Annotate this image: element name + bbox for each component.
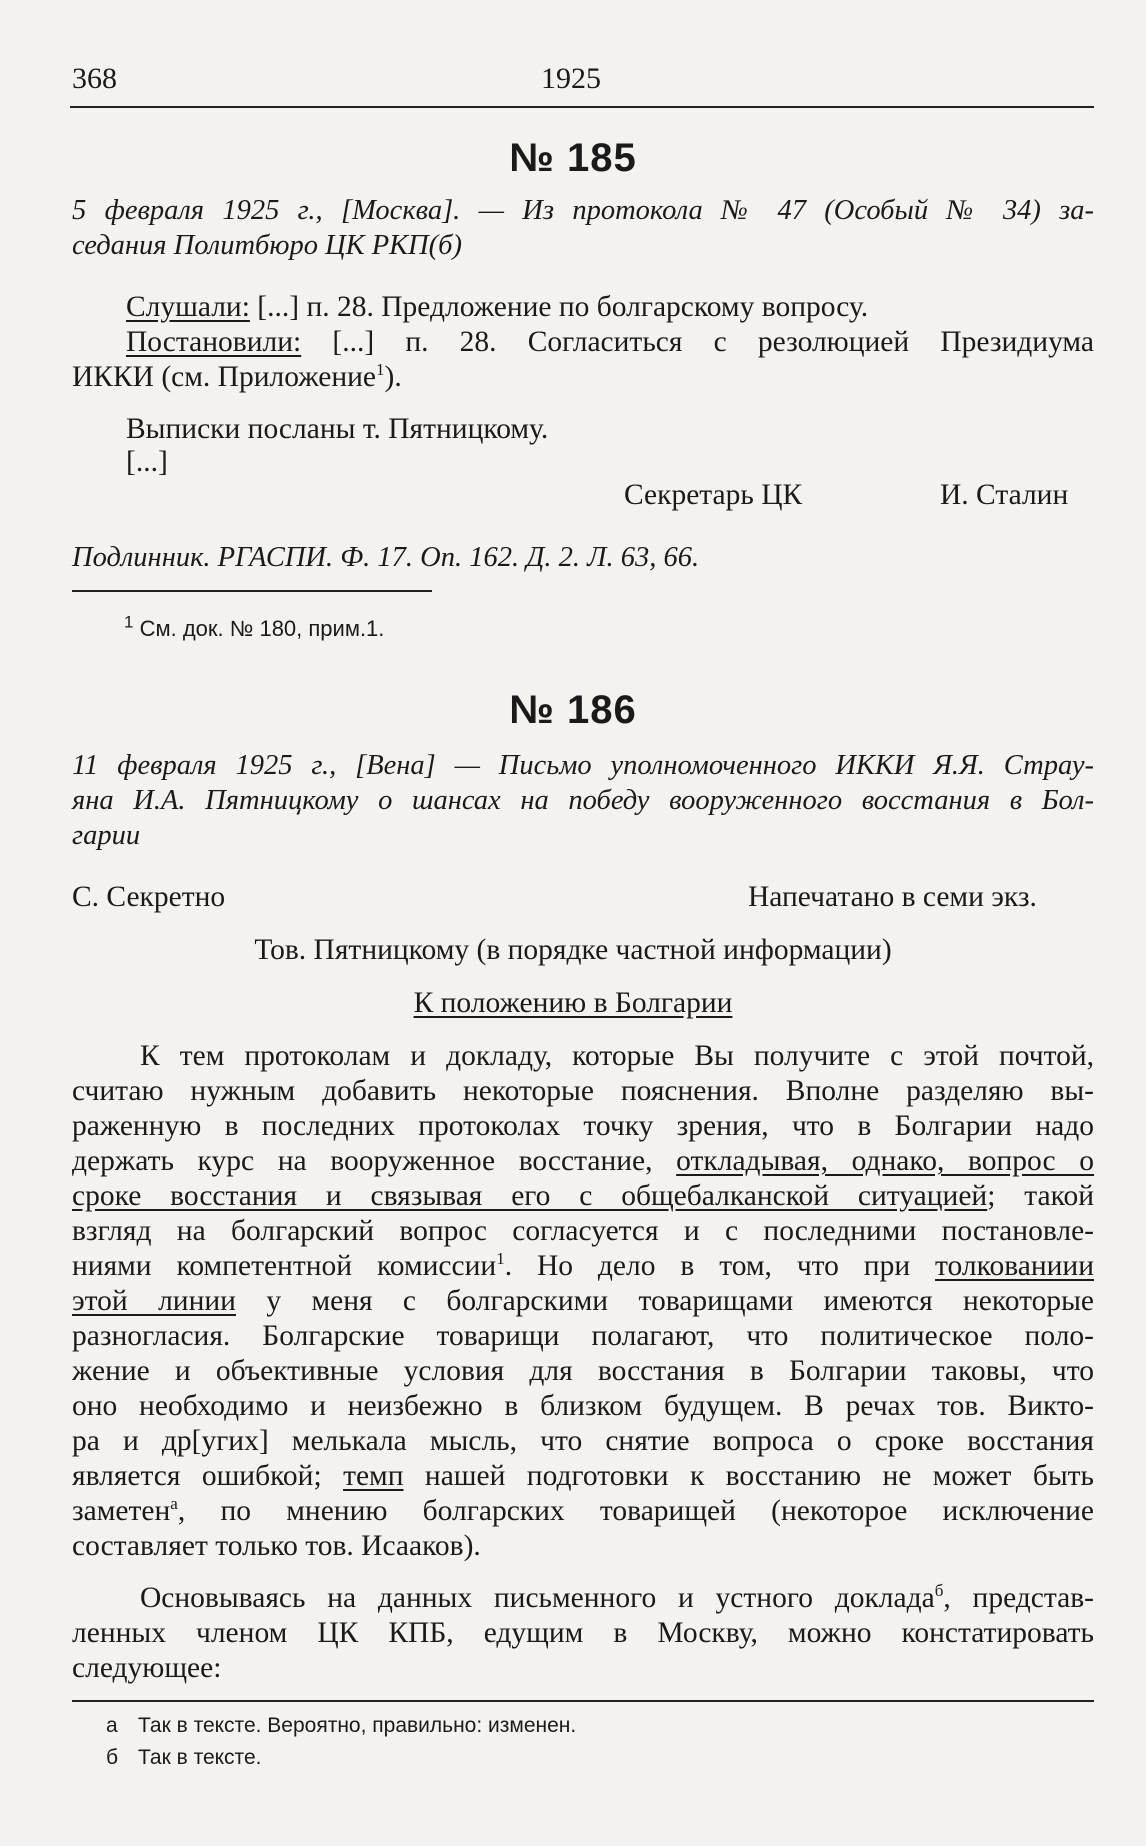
p1-line-10: жение и объективные условия для восстания в Болгарии таковы, что bbox=[72, 1355, 1094, 1387]
heard-text: [...] п. 28. Предложение по болгарскому вопросу. bbox=[249, 291, 869, 323]
p1-line-6: взгляд на болгарский вопрос согласуется и с последними постановле- bbox=[72, 1215, 1094, 1247]
doc-186-footnote-rule bbox=[72, 1700, 1094, 1702]
p2-line-3: следующее: bbox=[72, 1652, 222, 1684]
addressee: Тов. Пятницкому (в порядке частной информации) bbox=[254, 934, 892, 966]
signer-name: И. Сталин bbox=[940, 479, 1069, 511]
copies-note: Напечатано в семи экз. bbox=[748, 881, 1037, 913]
doc-186-title-line-1: 11 февраля 1925 г., [Вена] — Письмо уполномоченного ИККИ Я.Я. Страу- bbox=[72, 750, 1094, 781]
doc-186-title-line-3: гарии bbox=[72, 820, 141, 851]
resolved-text: [...] п. 28. Согласиться с резолюцией Президиума bbox=[301, 326, 1094, 358]
secrecy-label: С. Секретно bbox=[72, 881, 226, 913]
signer-title: Секретарь ЦК bbox=[624, 479, 803, 511]
p1-line-1: К тем протоколам и докладу, которые Вы получите с этой почтой, bbox=[140, 1040, 1094, 1072]
footnote-a-text: Так в тексте. Вероятно, правильно: изменен. bbox=[138, 1714, 577, 1737]
running-year: 1925 bbox=[541, 62, 601, 95]
ellipsis: [...] bbox=[126, 446, 168, 478]
footnote-ref: 1 bbox=[376, 360, 385, 380]
letter-heading: К положению в Болгарии bbox=[413, 987, 733, 1019]
doc-186-number: № 186 bbox=[509, 688, 637, 732]
doc-186-title-line-2: яна И.А. Пятницкому о шансах на победу вооруженного восстания в Бол- bbox=[72, 785, 1094, 816]
p2-line-1: Основываясь на данных письменного и устного доклада$^б$, представ- bbox=[140, 1581, 1094, 1614]
doc-185-footnote: $^1$ См. док. № 180, прим.1. bbox=[124, 612, 385, 641]
footnote-b-text: Так в тексте. bbox=[138, 1746, 262, 1769]
p2-line-2: ленных членом ЦК КПБ, едущим в Москву, можно констатировать bbox=[72, 1617, 1094, 1649]
p1-line-15: составляет только тов. Исааков). bbox=[72, 1530, 481, 1562]
p1-line-5: сроке восстания и связывая его с общебалканской ситуацией; такой bbox=[72, 1180, 1094, 1212]
resolved-line bbox=[126, 325, 1094, 360]
doc-185-number: № 185 bbox=[509, 136, 637, 180]
p1-line-4: держать курс на вооруженное восстание, откладывая, однако, вопрос о bbox=[72, 1145, 1095, 1177]
p1-line-12: ра и др[угих] мелькала мысль, что снятие вопроса о сроке восстания bbox=[72, 1425, 1094, 1457]
footnote-a-mark: а bbox=[106, 1714, 118, 1737]
doc-185-title-line-1: 5 февраля 1925 г., [Москва]. — Из протокола № 47 (Особый № 34) за- bbox=[72, 195, 1094, 226]
resolved-label: Постановили: bbox=[126, 326, 302, 358]
p1-line-14: заметен$^а$, по мнению болгарских товарищей (некоторое исключение bbox=[72, 1494, 1094, 1527]
doc-185-title-line-2: седания Политбюро ЦК РКП(б) bbox=[72, 230, 462, 261]
resolved-continuation: ИККИ (см. Приложение$^1$). bbox=[72, 360, 402, 393]
heard-line bbox=[126, 290, 868, 325]
p1-line-11: оно необходимо и неизбежно в близком будущем. В речах тов. Викто- bbox=[72, 1390, 1094, 1422]
page-number: 368 bbox=[72, 62, 117, 95]
p1-line-3: раженную в последних протоколах точку зрения, что в Болгарии надо bbox=[72, 1110, 1094, 1142]
header-rule bbox=[70, 106, 1094, 108]
footnote-b-mark: б bbox=[106, 1746, 119, 1769]
archival-source: Подлинник. РГАСПИ. Ф. 17. Оп. 162. Д. 2. Л. 63, 66. bbox=[72, 542, 700, 573]
p1-line-7: ниями компетентной комиссии$^1$. Но дело в том, что при толкованиии bbox=[72, 1249, 1094, 1282]
p1-line-8: этой линии у меня с болгарскими товарищами имеются некоторые bbox=[72, 1285, 1094, 1317]
heard-label: Слушали: bbox=[126, 291, 250, 323]
p1-line-2: считаю нужным добавить некоторые пояснения. Вполне разделяю вы- bbox=[72, 1075, 1094, 1107]
footnote-rule bbox=[72, 590, 432, 592]
p1-line-9: разногласия. Болгарские товарищи полагают, что политическое поло- bbox=[72, 1320, 1094, 1352]
extracts-note: Выписки посланы т. Пятницкому. bbox=[126, 413, 549, 445]
p1-line-13: является ошибкой; темп нашей подготовки к восстанию не может быть bbox=[72, 1460, 1094, 1492]
